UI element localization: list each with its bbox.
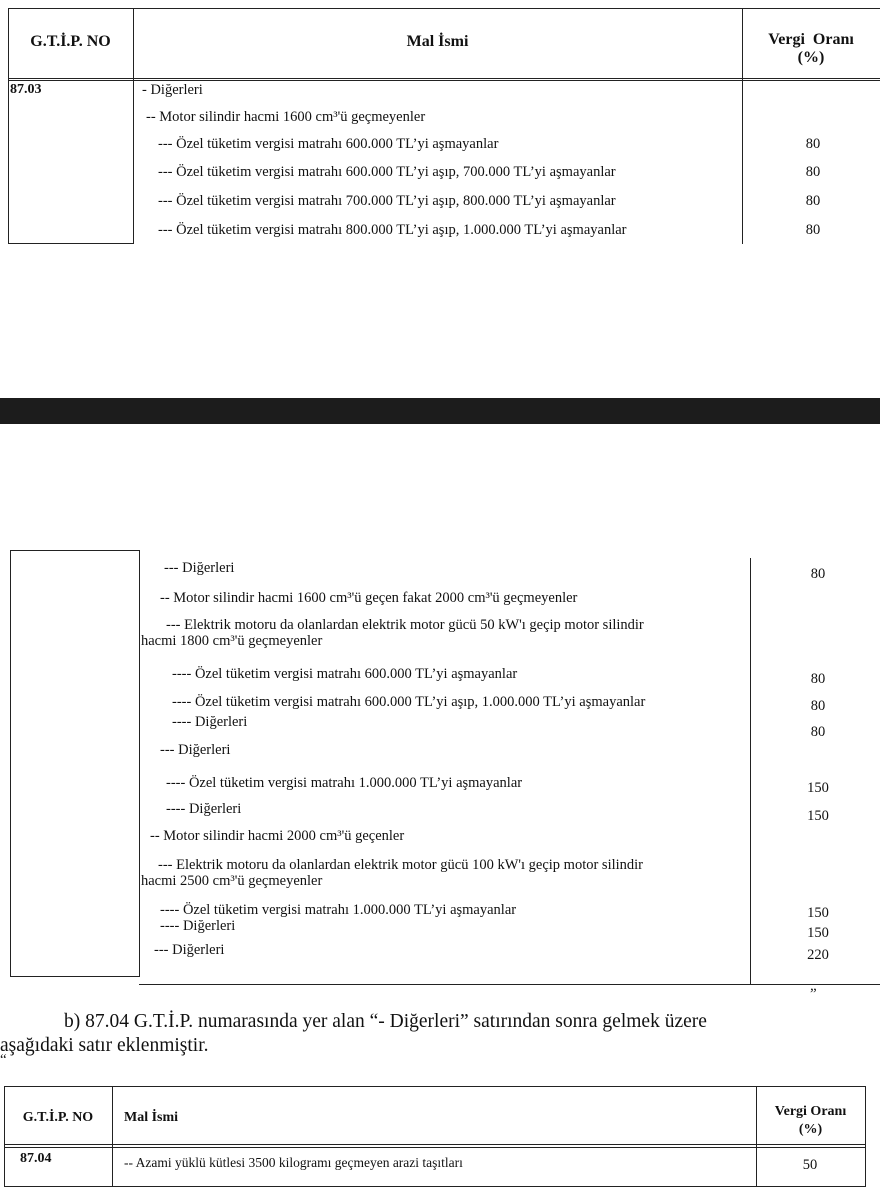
table3-header-bottom-border bbox=[4, 1144, 866, 1145]
table1-header-mal: Mal İsmi bbox=[406, 33, 469, 50]
table1-gtip-code: 87.03 bbox=[10, 82, 42, 97]
table2-code-top-border bbox=[10, 550, 140, 551]
table2-row-value: 80 bbox=[810, 566, 826, 582]
table3-right-border bbox=[865, 1086, 866, 1187]
table3-top-border bbox=[4, 1086, 866, 1087]
table2-row-text: ---- Özel tüketim vergisi matrahı 600.000 TL’yi aşıp, 1.000.000 TL’yi aşmayanlar bbox=[172, 694, 646, 710]
table3-bottom-border bbox=[4, 1186, 866, 1187]
table3-header-vergi bbox=[756, 1103, 865, 1139]
table3-header-vergi-line1: Vergi Oranı bbox=[774, 1104, 847, 1119]
paragraph-line-2: aşağıdaki satır eklenmiştir. bbox=[0, 1035, 209, 1056]
table3-row-value: 50 bbox=[802, 1157, 818, 1173]
table3-gtip-code: 87.04 bbox=[20, 1151, 52, 1166]
table2-row-value: 150 bbox=[807, 925, 829, 941]
table2-row-text: --- Diğerleri bbox=[160, 742, 231, 758]
table2-row-text: --- Elektrik motoru da olanlardan elektrik motor gücü 50 kW'ı geçip motor silindir bbox=[166, 617, 644, 633]
table2-row-value: 150 bbox=[807, 808, 829, 824]
table1-header-bottom-border-2 bbox=[8, 80, 880, 81]
table3-header-mal: Mal İsmi bbox=[124, 1110, 179, 1125]
table1-row-text: --- Özel tüketim vergisi matrahı 600.000 TL’yi aşıp, 700.000 TL’yi aşmayanlar bbox=[158, 164, 616, 180]
table2-row-text: hacmi 2500 cm³'ü geçmeyenler bbox=[141, 873, 323, 889]
table2-col-divider-2 bbox=[750, 558, 751, 985]
table3-header-gtip: G.T.İ.P. NO bbox=[22, 1110, 94, 1125]
table1-header-bottom-border bbox=[8, 78, 880, 79]
table1-header-vergi-line2: (%) bbox=[797, 49, 825, 66]
table2-row-value: 80 bbox=[810, 698, 826, 714]
table2-row-value: 80 bbox=[810, 671, 826, 687]
table1-row-text: -- Motor silindir hacmi 1600 cm³'ü geçmeyenler bbox=[146, 109, 426, 125]
page-separator bbox=[0, 398, 880, 424]
table2-row-text: --- Diğerleri bbox=[164, 560, 235, 576]
table1-row-text: --- Özel tüketim vergisi matrahı 800.000 TL’yi aşıp, 1.000.000 TL’yi aşmayanlar bbox=[158, 222, 627, 238]
table1-row-value: 80 bbox=[805, 222, 821, 238]
opening-quote: “ bbox=[0, 1052, 7, 1068]
table2-row-text: ---- Diğerleri bbox=[166, 801, 242, 817]
table2-row-value: 220 bbox=[807, 947, 829, 963]
table2-row-text: ---- Özel tüketim vergisi matrahı 600.000 TL’yi aşmayanlar bbox=[172, 666, 518, 682]
table2-row-value: 150 bbox=[807, 780, 829, 796]
table2-code-bottom-border bbox=[10, 976, 140, 977]
table1-header-vergi-line1: Vergi Oranı bbox=[768, 31, 854, 48]
closing-quote: ” bbox=[810, 986, 817, 1002]
table1-top-border bbox=[8, 8, 880, 9]
table3-header-vergi-line2: (%) bbox=[798, 1122, 823, 1137]
table1-header-gtip: G.T.İ.P. NO bbox=[30, 33, 111, 50]
table2-row-text: -- Motor silindir hacmi 1600 cm³'ü geçen fakat 2000 cm³'ü geçmeyenler bbox=[160, 590, 578, 606]
table1-row-value: 80 bbox=[805, 136, 821, 152]
table2-row-text: --- Elektrik motoru da olanlardan elektrik motor gücü 100 kW'ı geçip motor silindir bbox=[158, 857, 644, 873]
table3-left-border bbox=[4, 1086, 5, 1187]
table1-row-text: --- Özel tüketim vergisi matrahı 600.000 TL’yi aşmayanlar bbox=[158, 136, 499, 152]
table2-row-text: -- Motor silindir hacmi 2000 cm³'ü geçenler bbox=[150, 828, 405, 844]
table1-code-bottom-border bbox=[8, 243, 134, 244]
table2-bottom-border bbox=[139, 984, 880, 985]
table1-row-text: - Diğerleri bbox=[142, 82, 203, 98]
table1-header-vergi bbox=[742, 31, 880, 67]
table3-row-text: -- Azami yüklü kütlesi 3500 kilogramı geçmeyen arazi taşıtları bbox=[124, 1155, 463, 1170]
table2-left-border bbox=[10, 550, 11, 976]
table1-row-value: 80 bbox=[805, 164, 821, 180]
paragraph-line-1: b) 87.04 G.T.İ.P. numarasında yer alan “- Diğerleri” satırından sonra gelmek üzere bbox=[64, 1011, 707, 1032]
table2-row-text: --- Diğerleri bbox=[154, 942, 225, 958]
table2-row-text: ---- Özel tüketim vergisi matrahı 1.000.000 TL’yi aşmayanlar bbox=[166, 775, 523, 791]
table3-col-divider-1 bbox=[112, 1086, 113, 1187]
table2-row-text: ---- Diğerleri bbox=[160, 918, 236, 934]
table2-row-text: ---- Özel tüketim vergisi matrahı 1.000.000 TL’yi aşmayanlar bbox=[160, 902, 517, 918]
table3-header-bottom-border-2 bbox=[4, 1147, 866, 1148]
table1-row-value: 80 bbox=[805, 193, 821, 209]
table2-row-value: 80 bbox=[810, 724, 826, 740]
table2-row-text: ---- Diğerleri bbox=[172, 714, 248, 730]
table1-row-text: --- Özel tüketim vergisi matrahı 700.000 TL’yi aşıp, 800.000 TL’yi aşmayanlar bbox=[158, 193, 616, 209]
table2-row-value: 150 bbox=[807, 905, 829, 921]
table2-col-divider-1 bbox=[139, 550, 140, 976]
table2-row-text: hacmi 1800 cm³'ü geçmeyenler bbox=[141, 633, 323, 649]
